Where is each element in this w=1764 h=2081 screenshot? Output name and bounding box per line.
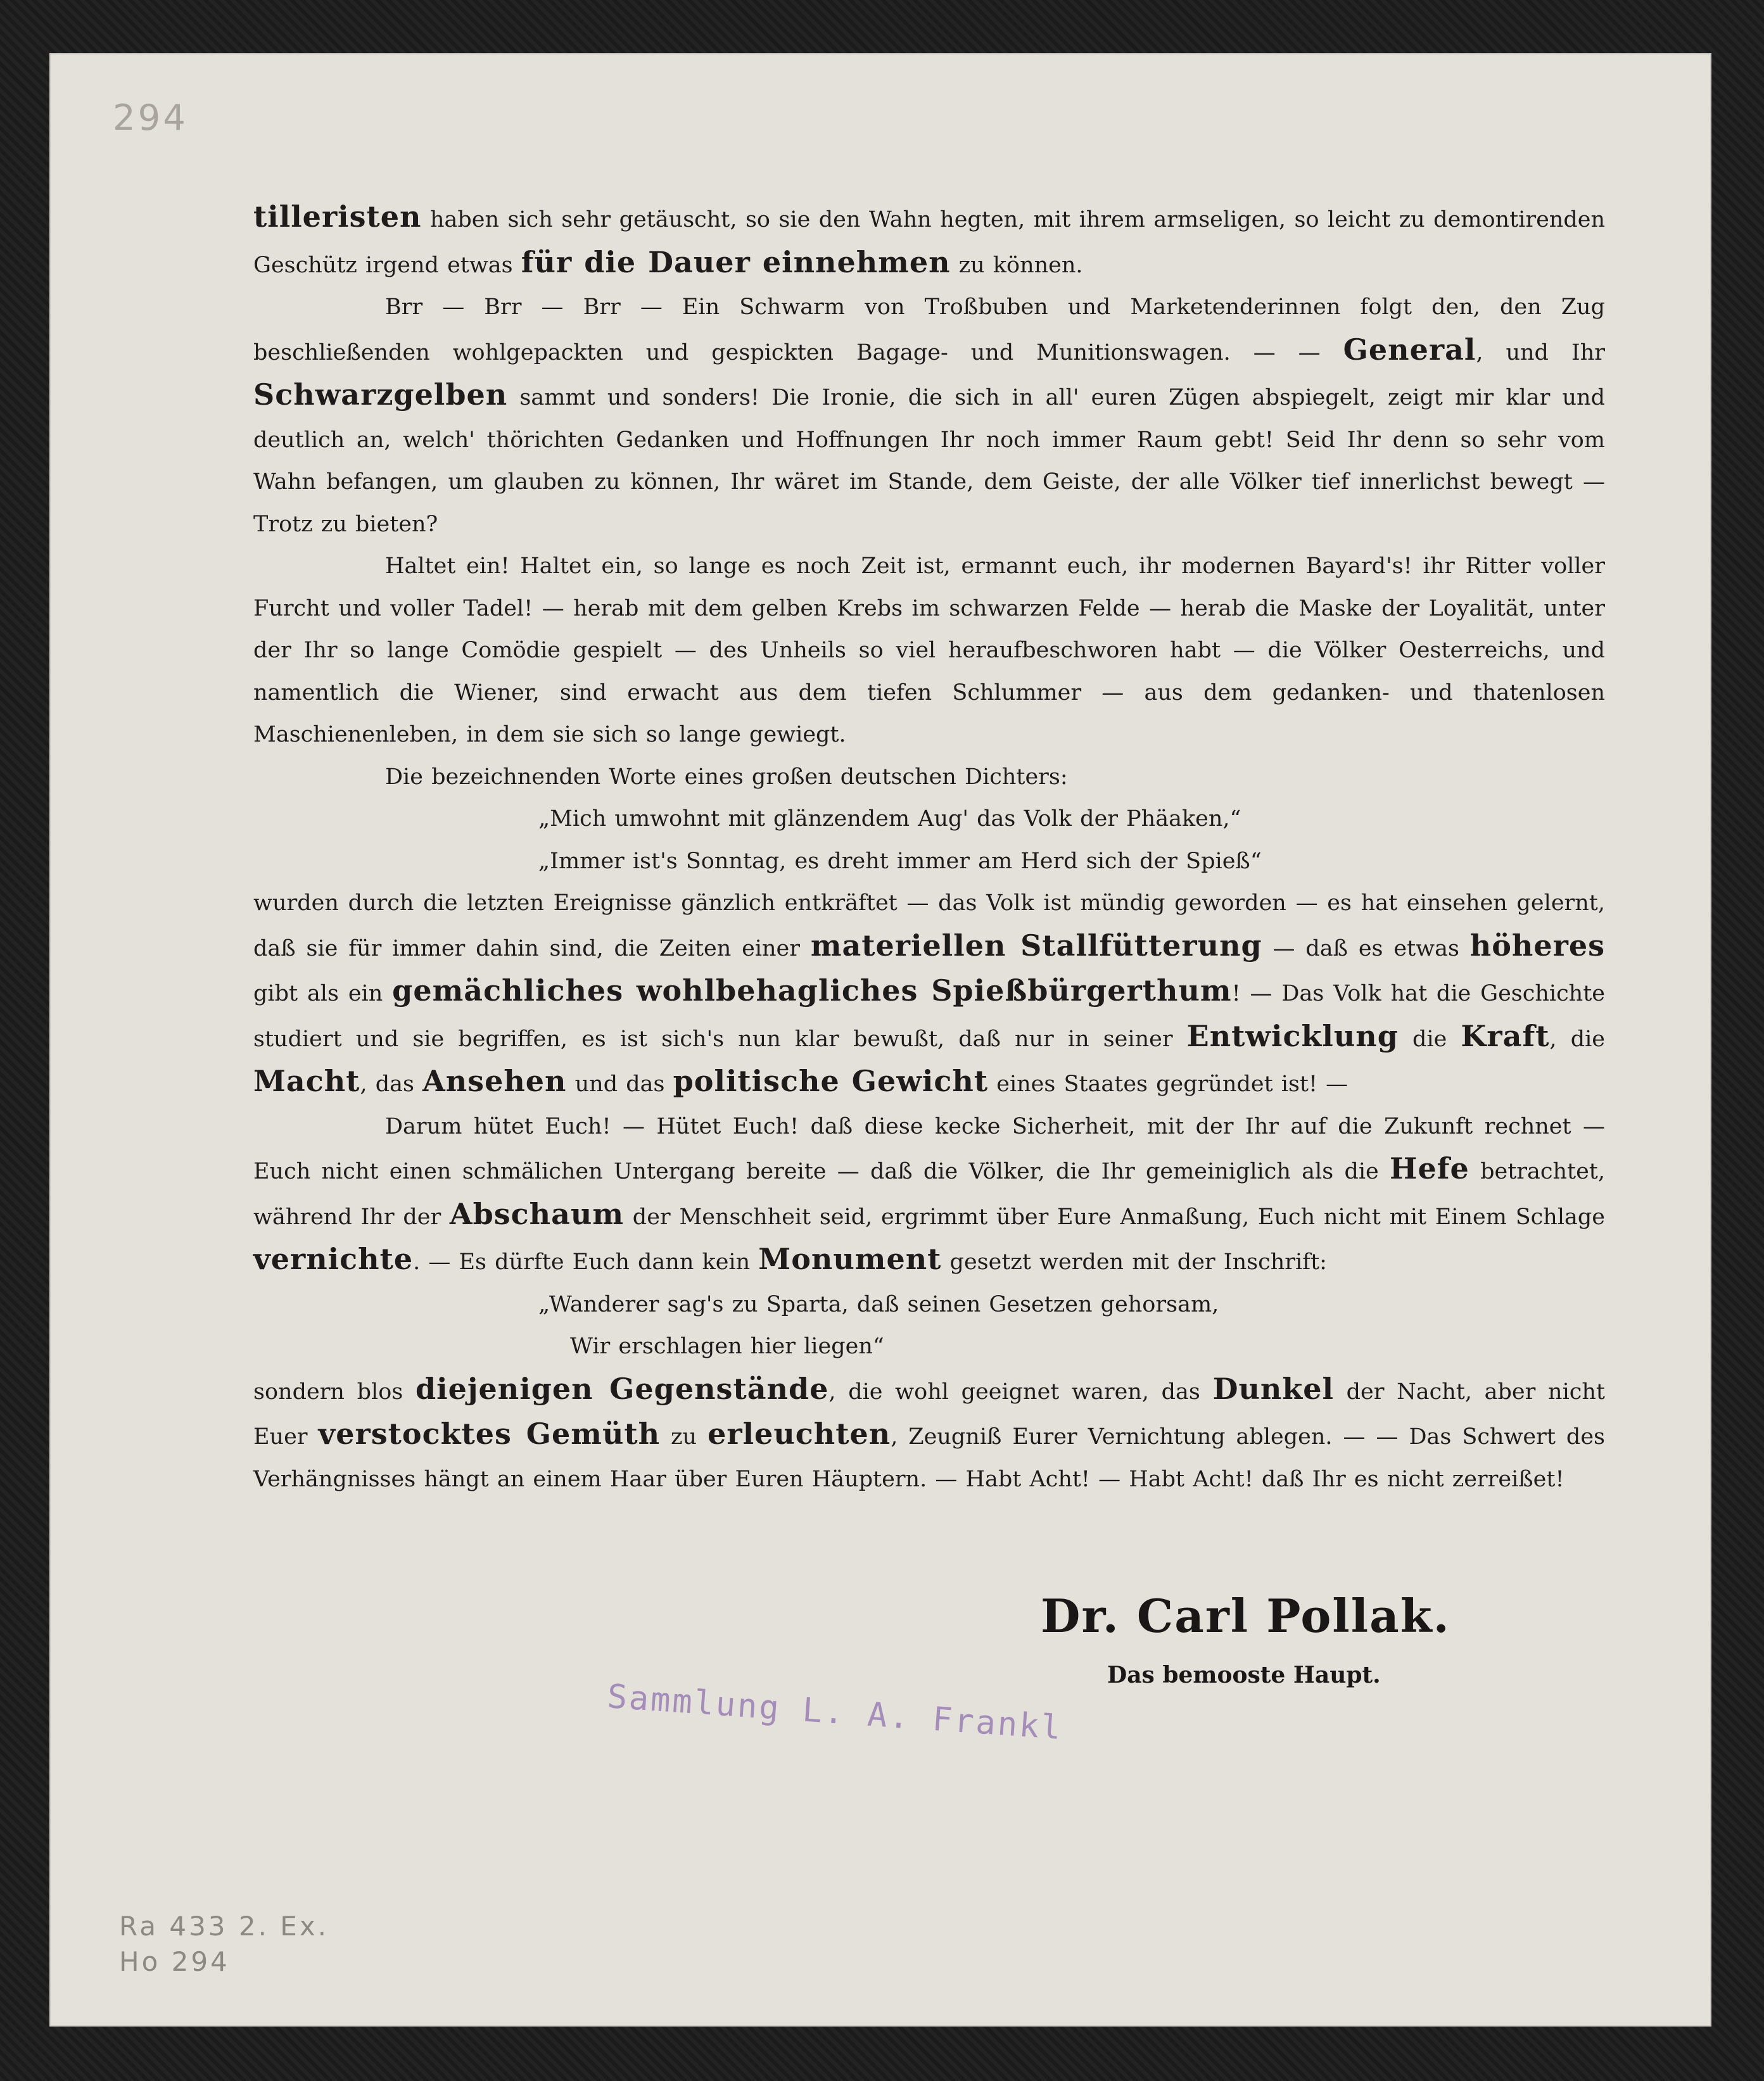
emphasized-text: tilleristen: [253, 199, 422, 234]
text-run: zu: [660, 1424, 708, 1450]
text-run: Darum hütet Euch! — Hütet Euch! daß diese kecke Sicherheit, mit der Ihr auf die Zukunft rechnet — Euch nicht einen schmälichen Untergang bereite — daß die Völker, die Ihr gemeiniglich als die: [253, 1113, 1605, 1184]
paragraph: [253, 196, 1605, 286]
signature-name: Dr. Carl Pollak.: [1041, 1589, 1450, 1643]
document-page: [49, 53, 1711, 2027]
emphasized-text: General: [1343, 332, 1476, 367]
text-run: , die wohl geeignet waren, das: [828, 1379, 1213, 1405]
text-run: die: [1398, 1026, 1461, 1052]
paragraph: [253, 1106, 1605, 1284]
paragraph: [253, 882, 1605, 1106]
emphasized-text: Hefe: [1390, 1151, 1469, 1186]
text-run: sammt und sonders! Die Ironie, die sich in all' euren Zügen abspiegelt, zeigt mir klar und deutlich an, welch' thörichten Gedanken und Hoffnungen Ihr noch immer Raum gebt! Seid Ihr denn so sehr vom Wahn befangen, um glauben zu können, Ihr wäret im Stande, dem Geiste, der alle Völker tief innerlichst bewegt — Trotz zu bieten?: [253, 385, 1605, 537]
paragraph: [253, 1368, 1605, 1501]
emphasized-text: erleuchten: [708, 1417, 891, 1451]
verse-quote: [253, 798, 1605, 840]
pencil-page-number: 294: [113, 98, 188, 139]
pencil-shelfmark: [119, 1909, 329, 1980]
emphasized-text: materiellen Stallfütterung: [810, 928, 1262, 963]
emphasized-text: Ansehen: [422, 1064, 567, 1098]
text-run: , und Ihr: [1476, 339, 1605, 365]
text-run: gibt als ein: [253, 981, 393, 1006]
verse-quote: [253, 840, 1605, 883]
text-run: sondern blos: [253, 1379, 416, 1405]
emphasized-text: vernichte: [253, 1242, 414, 1276]
emphasized-text: Monument: [758, 1242, 942, 1276]
emphasized-text: verstocktes Gemüth: [318, 1417, 661, 1451]
text-run: der Menschheit seid, ergrimmt über Eure Anmaßung, Euch nicht mit Einem Schlage: [624, 1204, 1605, 1230]
emphasized-text: Dunkel: [1212, 1371, 1334, 1406]
text-run: Brr — Brr — Brr — Ein Schwarm von Troßbuben und Marketenderinnen folgt den, den Zug beschließenden wohlgepackten und gespickten Bagage- und Munitionswagen. — —: [253, 294, 1605, 365]
emphasized-text: für die Dauer einnehmen: [521, 244, 951, 279]
emphasized-text: Schwarzgelben: [253, 377, 508, 412]
text-run: . — Es dürfte Euch dann kein: [413, 1249, 759, 1275]
emphasized-text: höheres: [1469, 928, 1606, 963]
text-run: zu können.: [950, 252, 1083, 278]
text-run: betrachtet, während Ihr der: [253, 1159, 1605, 1230]
paragraph: [253, 756, 1605, 799]
verse-quote: [253, 1325, 1605, 1368]
emphasized-text: Macht: [253, 1064, 360, 1098]
shelfmark-line-1: Ra 433 2. Ex.: [119, 1911, 329, 1942]
shelfmark-line-2: Ho 294: [119, 1946, 230, 1977]
emphasized-text: Entwicklung: [1186, 1018, 1399, 1053]
text-run: „Immer ist's Sonntag, es dreht immer am Herd sich der Spieß“: [538, 848, 1262, 874]
text-run: , die: [1549, 1026, 1606, 1052]
text-run: haben sich sehr getäuscht, so sie den Wahn hegten, mit ihrem armseligen, so leicht zu demontirenden Geschütz irgend etwas: [253, 207, 1605, 278]
text-run: , das: [360, 1072, 423, 1097]
text-run: Wir erschlagen hier liegen“: [570, 1334, 884, 1359]
text-run: ! — Das Volk hat die Geschichte studiert und sie begriffen, es ist sich's nun klar bewußt, daß nur in seiner: [253, 981, 1605, 1052]
text-run: „Wanderer sag's zu Sparta, daß seinen Gesetzen gehorsam,: [538, 1291, 1219, 1317]
emphasized-text: Kraft: [1461, 1018, 1550, 1053]
text-run: gesetzt werden mit der Inschrift:: [941, 1249, 1327, 1275]
paragraph: [253, 286, 1605, 545]
text-run: Haltet ein! Haltet ein, so lange es noch Zeit ist, ermannt euch, ihr modernen Bayard's! ihr Ritter voller Furcht und voller Tadel! — herab mit dem gelben Krebs im schwarzen Felde — herab die Maske der Loyalität, unter der Ihr so lange Comödie gespielt — des Unheils so viel heraufbeschworen habt — die Völker Oesterreichs, und namentlich die Wiener, sind erwacht aus dem tiefen Schlummer — aus dem gedanken- und thatenlosen Maschienenleben, in dem sie sich so lange gewiegt.: [253, 553, 1605, 747]
text-run: , Zeugniß Eurer Vernichtung ablegen. — — Das Schwert des Verhängnisses hängt an einem Haar über Euren Häuptern. — Habt Acht! — Habt Acht! daß Ihr es nicht zerreißet!: [253, 1424, 1605, 1492]
text-run: eines Staates gegründet ist! —: [988, 1072, 1348, 1097]
text-run: wurden durch die letzten Ereignisse gänzlich entkräftet — das Volk ist mündig geworden — es hat einsehen gelernt, daß sie für immer dahin sind, die Zeiten einer: [253, 890, 1605, 961]
collection-stamp: Sammlung L. A. Frankl: [606, 1677, 1064, 1748]
paragraph: [253, 545, 1605, 756]
text-run: — daß es etwas: [1262, 935, 1470, 961]
signature-subtitle: Das bemooste Haupt.: [1107, 1662, 1381, 1688]
emphasized-text: politische Gewicht: [673, 1064, 989, 1098]
emphasized-text: Abschaum: [449, 1196, 625, 1231]
text-run: „Mich umwohnt mit glänzendem Aug' das Volk der Phäaken,“: [538, 806, 1241, 832]
emphasized-text: gemächliches wohlbehagliches Spießbürgerthum: [392, 973, 1232, 1008]
text-run: der Nacht, aber nicht Euer: [253, 1379, 1605, 1450]
text-run: und das: [566, 1072, 673, 1097]
verse-quote: [253, 1284, 1605, 1326]
text-run: Die bezeichnenden Worte eines großen deutschen Dichters:: [385, 764, 1068, 790]
body-text: [253, 196, 1605, 1500]
emphasized-text: diejenigen Gegenstände: [415, 1371, 829, 1406]
